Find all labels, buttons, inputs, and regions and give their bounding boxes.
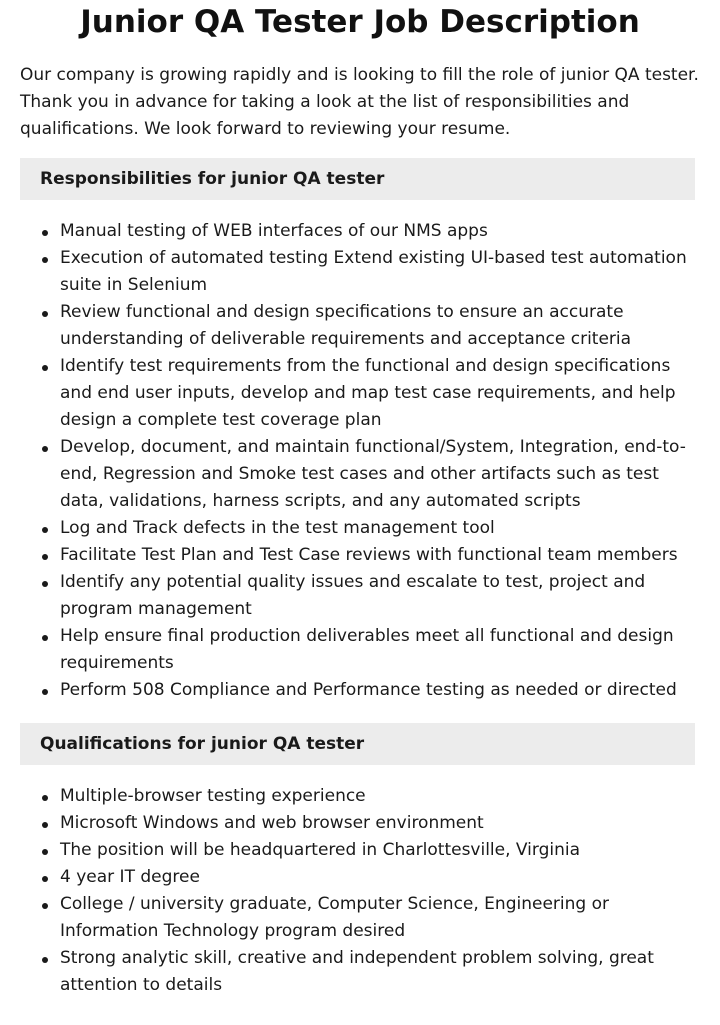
responsibilities-list	[0, 218, 720, 704]
list-item: Strong analytic skill, creative and independent problem solving, great attention to details	[60, 945, 700, 999]
list-item: 4 year IT degree	[60, 864, 700, 891]
list-item: Identify any potential quality issues and escalate to test, project and program management	[60, 569, 700, 623]
list-item: Execution of automated testing Extend existing UI-based test automation suite in Selenium	[60, 245, 700, 299]
list-item: Multiple-browser testing experience	[60, 783, 700, 810]
intro-paragraph: Our company is growing rapidly and is looking to fill the role of junior QA tester. Thank you in advance for taking a look at the list of responsibilities and qualifications. We look forward to reviewing your resume.	[20, 65, 699, 139]
list-item: Manual testing of WEB interfaces of our NMS apps	[60, 218, 700, 245]
list-item: College / university graduate, Computer Science, Engineering or Information Technology program desired	[60, 891, 700, 945]
list-item: Facilitate Test Plan and Test Case reviews with functional team members	[60, 542, 700, 569]
list-item: Review functional and design specifications to ensure an accurate understanding of deliverable requirements and acceptance criteria	[60, 299, 700, 353]
qualifications-header	[20, 723, 695, 765]
list-item: Identify test requirements from the functional and design specifications and end user inputs, develop and map test case requirements, and help design a complete test coverage plan	[60, 353, 700, 434]
list-item: Develop, document, and maintain functional/System, Integration, end-to-end, Regression and Smoke test cases and other artifacts such as test data, validations, harness scripts, and any automated scripts	[60, 434, 700, 515]
list-item: Help ensure final production deliverables meet all functional and design requirements	[60, 623, 700, 677]
page-title: Junior QA Tester Job Description	[80, 4, 640, 40]
qualifications-heading: Qualifications for junior QA tester	[40, 734, 365, 754]
list-item: The position will be headquartered in Charlottesville, Virginia	[60, 837, 700, 864]
qualifications-list	[0, 783, 720, 999]
list-item: Log and Track defects in the test management tool	[60, 515, 700, 542]
responsibilities-header	[20, 158, 695, 200]
list-item: Perform 508 Compliance and Performance testing as needed or directed	[60, 677, 700, 704]
responsibilities-heading: Responsibilities for junior QA tester	[40, 169, 385, 189]
list-item: Microsoft Windows and web browser environment	[60, 810, 700, 837]
